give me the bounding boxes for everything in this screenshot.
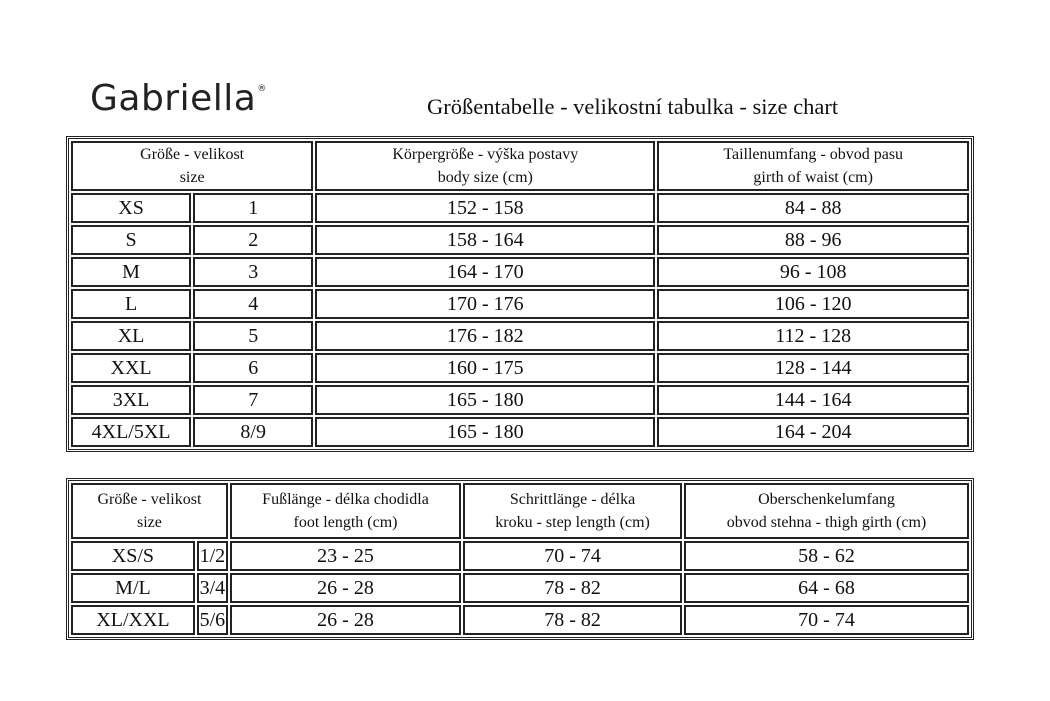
cell-size: XL/XXL bbox=[71, 605, 195, 635]
cell-num: 1/2 bbox=[197, 541, 228, 571]
cell-size: XL bbox=[71, 321, 191, 351]
cell-size: 3XL bbox=[71, 385, 191, 415]
cell-num: 5/6 bbox=[197, 605, 228, 635]
header-step-length bbox=[463, 483, 682, 539]
header-foot-line2: foot length (cm) bbox=[293, 514, 398, 531]
cell-body: 152 - 158 bbox=[315, 193, 655, 223]
cell-size: S bbox=[71, 225, 191, 255]
cell-num: 3/4 bbox=[197, 573, 228, 603]
cell-num: 7 bbox=[193, 385, 313, 415]
header-size-line2: size bbox=[179, 169, 205, 186]
cell-body: 170 - 176 bbox=[315, 289, 655, 319]
table-row bbox=[71, 605, 969, 635]
cell-waist: 106 - 120 bbox=[657, 289, 969, 319]
table-row bbox=[71, 257, 969, 287]
header-foot-length bbox=[230, 483, 461, 539]
cell-waist: 128 - 144 bbox=[657, 353, 969, 383]
table-row bbox=[71, 225, 969, 255]
header-size-line1: Größe - velikost bbox=[140, 146, 245, 163]
header-body-size bbox=[315, 141, 655, 191]
cell-num: 8/9 bbox=[193, 417, 313, 447]
cell-foot: 23 - 25 bbox=[230, 541, 461, 571]
table-row bbox=[71, 321, 969, 351]
header-body-line2: body size (cm) bbox=[437, 169, 533, 186]
cell-waist: 96 - 108 bbox=[657, 257, 969, 287]
brand-name: Gabriella bbox=[90, 78, 257, 119]
cell-size: XS bbox=[71, 193, 191, 223]
header-thigh-girth bbox=[684, 483, 969, 539]
cell-thigh: 58 - 62 bbox=[684, 541, 969, 571]
header-size bbox=[71, 483, 228, 539]
cell-size: XS/S bbox=[71, 541, 195, 571]
cell-waist: 88 - 96 bbox=[657, 225, 969, 255]
cell-size: XXL bbox=[71, 353, 191, 383]
header-waist bbox=[657, 141, 969, 191]
header-waist-line2: girth of waist (cm) bbox=[753, 169, 873, 186]
header-size bbox=[71, 141, 313, 191]
table-row bbox=[71, 573, 969, 603]
cell-num: 6 bbox=[193, 353, 313, 383]
cell-step: 78 - 82 bbox=[463, 573, 682, 603]
cell-size: L bbox=[71, 289, 191, 319]
header-waist-line1: Taillenumfang - obvod pasu bbox=[723, 146, 904, 163]
header-step-line2: kroku - step length (cm) bbox=[495, 514, 650, 531]
header-step-line1: Schrittlänge - délka bbox=[509, 491, 636, 508]
cell-waist: 112 - 128 bbox=[657, 321, 969, 351]
cell-body: 164 - 170 bbox=[315, 257, 655, 287]
cell-body: 160 - 175 bbox=[315, 353, 655, 383]
table-row bbox=[71, 353, 969, 383]
cell-size: 4XL/5XL bbox=[71, 417, 191, 447]
table-header-row bbox=[71, 483, 969, 539]
cell-body: 165 - 180 bbox=[315, 417, 655, 447]
cell-waist: 84 - 88 bbox=[657, 193, 969, 223]
cell-step: 78 - 82 bbox=[463, 605, 682, 635]
page-title: Größentabelle - velikostní tabulka - size chart bbox=[427, 94, 839, 119]
table-row bbox=[71, 541, 969, 571]
cell-step: 70 - 74 bbox=[463, 541, 682, 571]
brand-logo bbox=[90, 78, 267, 119]
header-thigh-line2: obvod stehna - thigh girth (cm) bbox=[726, 514, 927, 531]
cell-num: 1 bbox=[193, 193, 313, 223]
header-foot-line1: Fußlänge - délka chodidla bbox=[262, 491, 429, 508]
cell-body: 176 - 182 bbox=[315, 321, 655, 351]
cell-body: 165 - 180 bbox=[315, 385, 655, 415]
cell-num: 2 bbox=[193, 225, 313, 255]
cell-num: 3 bbox=[193, 257, 313, 287]
header-body-line1: Körpergröße - výška postavy bbox=[392, 146, 579, 163]
table-header-row bbox=[71, 141, 969, 191]
cell-foot: 26 - 28 bbox=[230, 573, 461, 603]
table-row bbox=[71, 385, 969, 415]
table-row bbox=[71, 417, 969, 447]
table-row bbox=[71, 289, 969, 319]
cell-num: 4 bbox=[193, 289, 313, 319]
cell-body: 158 - 164 bbox=[315, 225, 655, 255]
cell-size: M/L bbox=[71, 573, 195, 603]
size-table-body-waist bbox=[66, 136, 974, 452]
registered-mark: ® bbox=[257, 84, 267, 94]
header-size-line1: Größe - velikost bbox=[97, 491, 202, 508]
table-row bbox=[71, 193, 969, 223]
cell-thigh: 70 - 74 bbox=[684, 605, 969, 635]
size-table-foot-step-thigh bbox=[66, 478, 974, 640]
cell-num: 5 bbox=[193, 321, 313, 351]
cell-foot: 26 - 28 bbox=[230, 605, 461, 635]
header-size-line2: size bbox=[136, 514, 162, 531]
cell-waist: 144 - 164 bbox=[657, 385, 969, 415]
cell-waist: 164 - 204 bbox=[657, 417, 969, 447]
cell-thigh: 64 - 68 bbox=[684, 573, 969, 603]
header-thigh-line1: Oberschenkelumfang bbox=[758, 491, 895, 508]
cell-size: M bbox=[71, 257, 191, 287]
